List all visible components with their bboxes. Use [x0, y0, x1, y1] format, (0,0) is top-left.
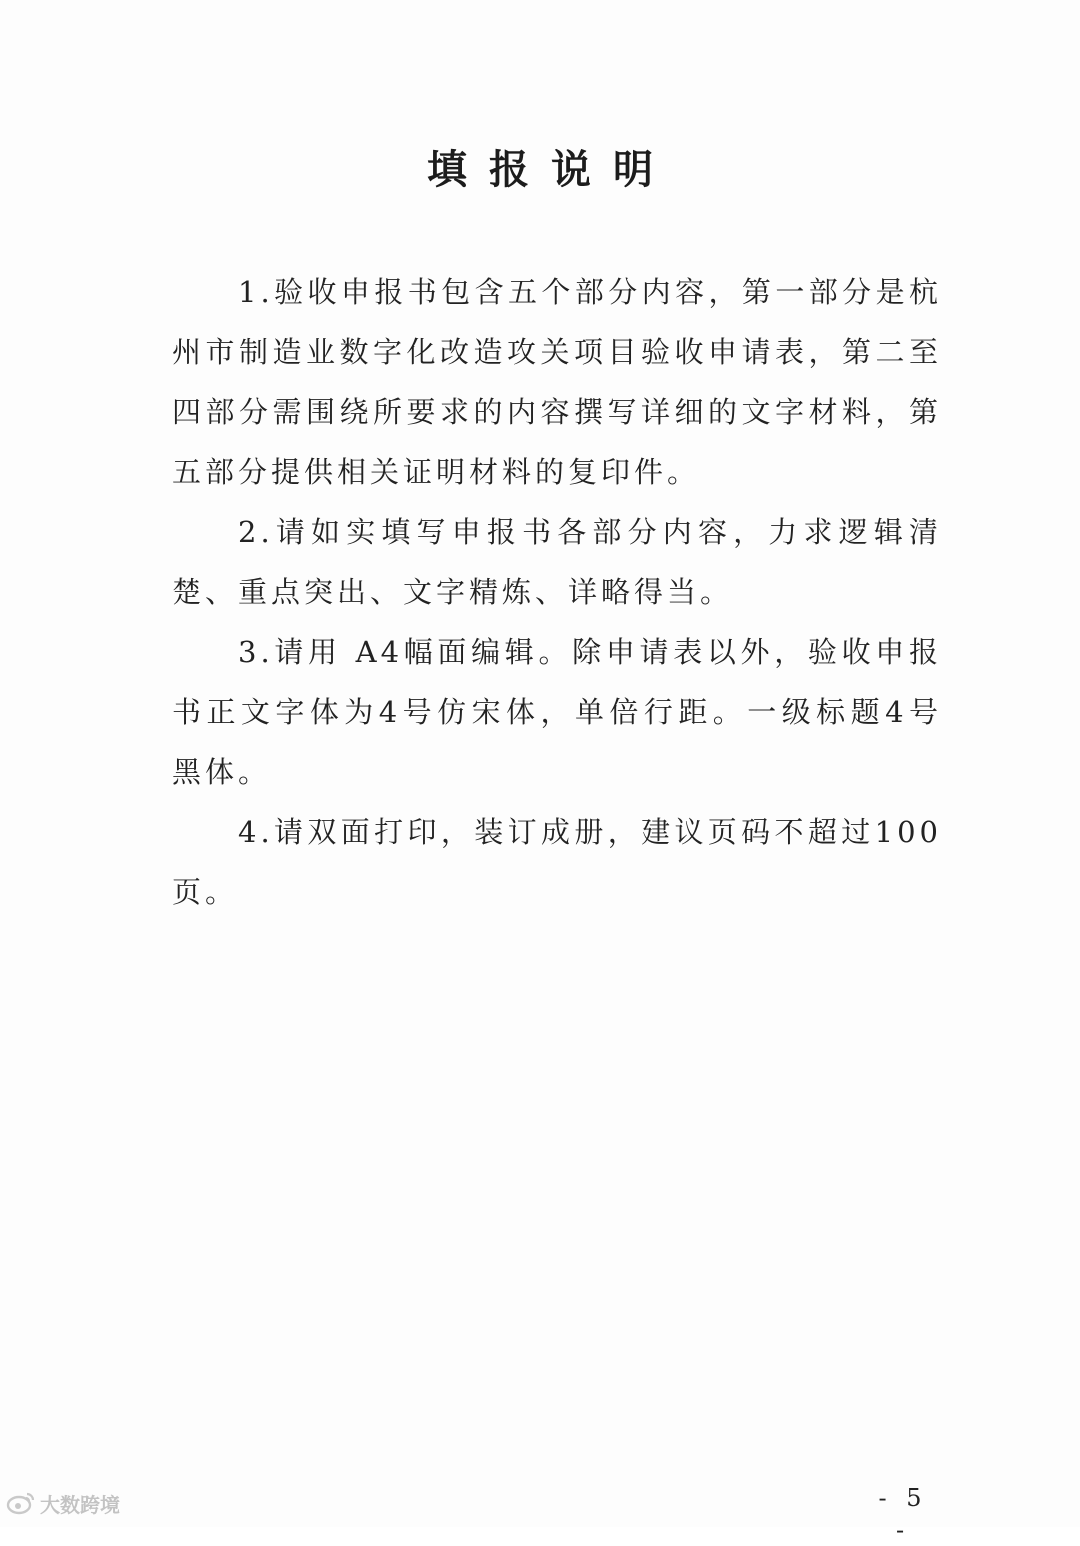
instruction-paragraph-3: 3.请用 A4幅面编辑。除申请表以外，验收申报书正文字体为4号仿宋体，单倍行距。一级标题4号黑体。 — [172, 635, 942, 789]
instruction-paragraph-1: 1.验收申报书包含五个部分内容，第一部分是杭州市制造业数字化改造攻关项目验收申请表，第二至四部分需围绕所要求的内容撰写详细的文字材料，第五部分提供相关证明材料的复印件。 — [172, 275, 942, 489]
weibo-logo-icon — [6, 1490, 36, 1516]
instruction-paragraph-4: 4.请双面打印，装订成册，建议页码不超过100页。 — [172, 815, 942, 909]
watermark — [6, 1488, 120, 1518]
instruction-paragraph-2: 2.请如实填写申报书各部分内容，力求逻辑清楚、重点突出、文字精炼、详略得当。 — [172, 515, 942, 609]
watermark-text: 大数跨境 — [40, 1492, 120, 1517]
page-number: - 5 - — [878, 1484, 928, 1544]
page-title: 填报说明 — [427, 146, 675, 193]
instructions-body — [172, 262, 942, 922]
